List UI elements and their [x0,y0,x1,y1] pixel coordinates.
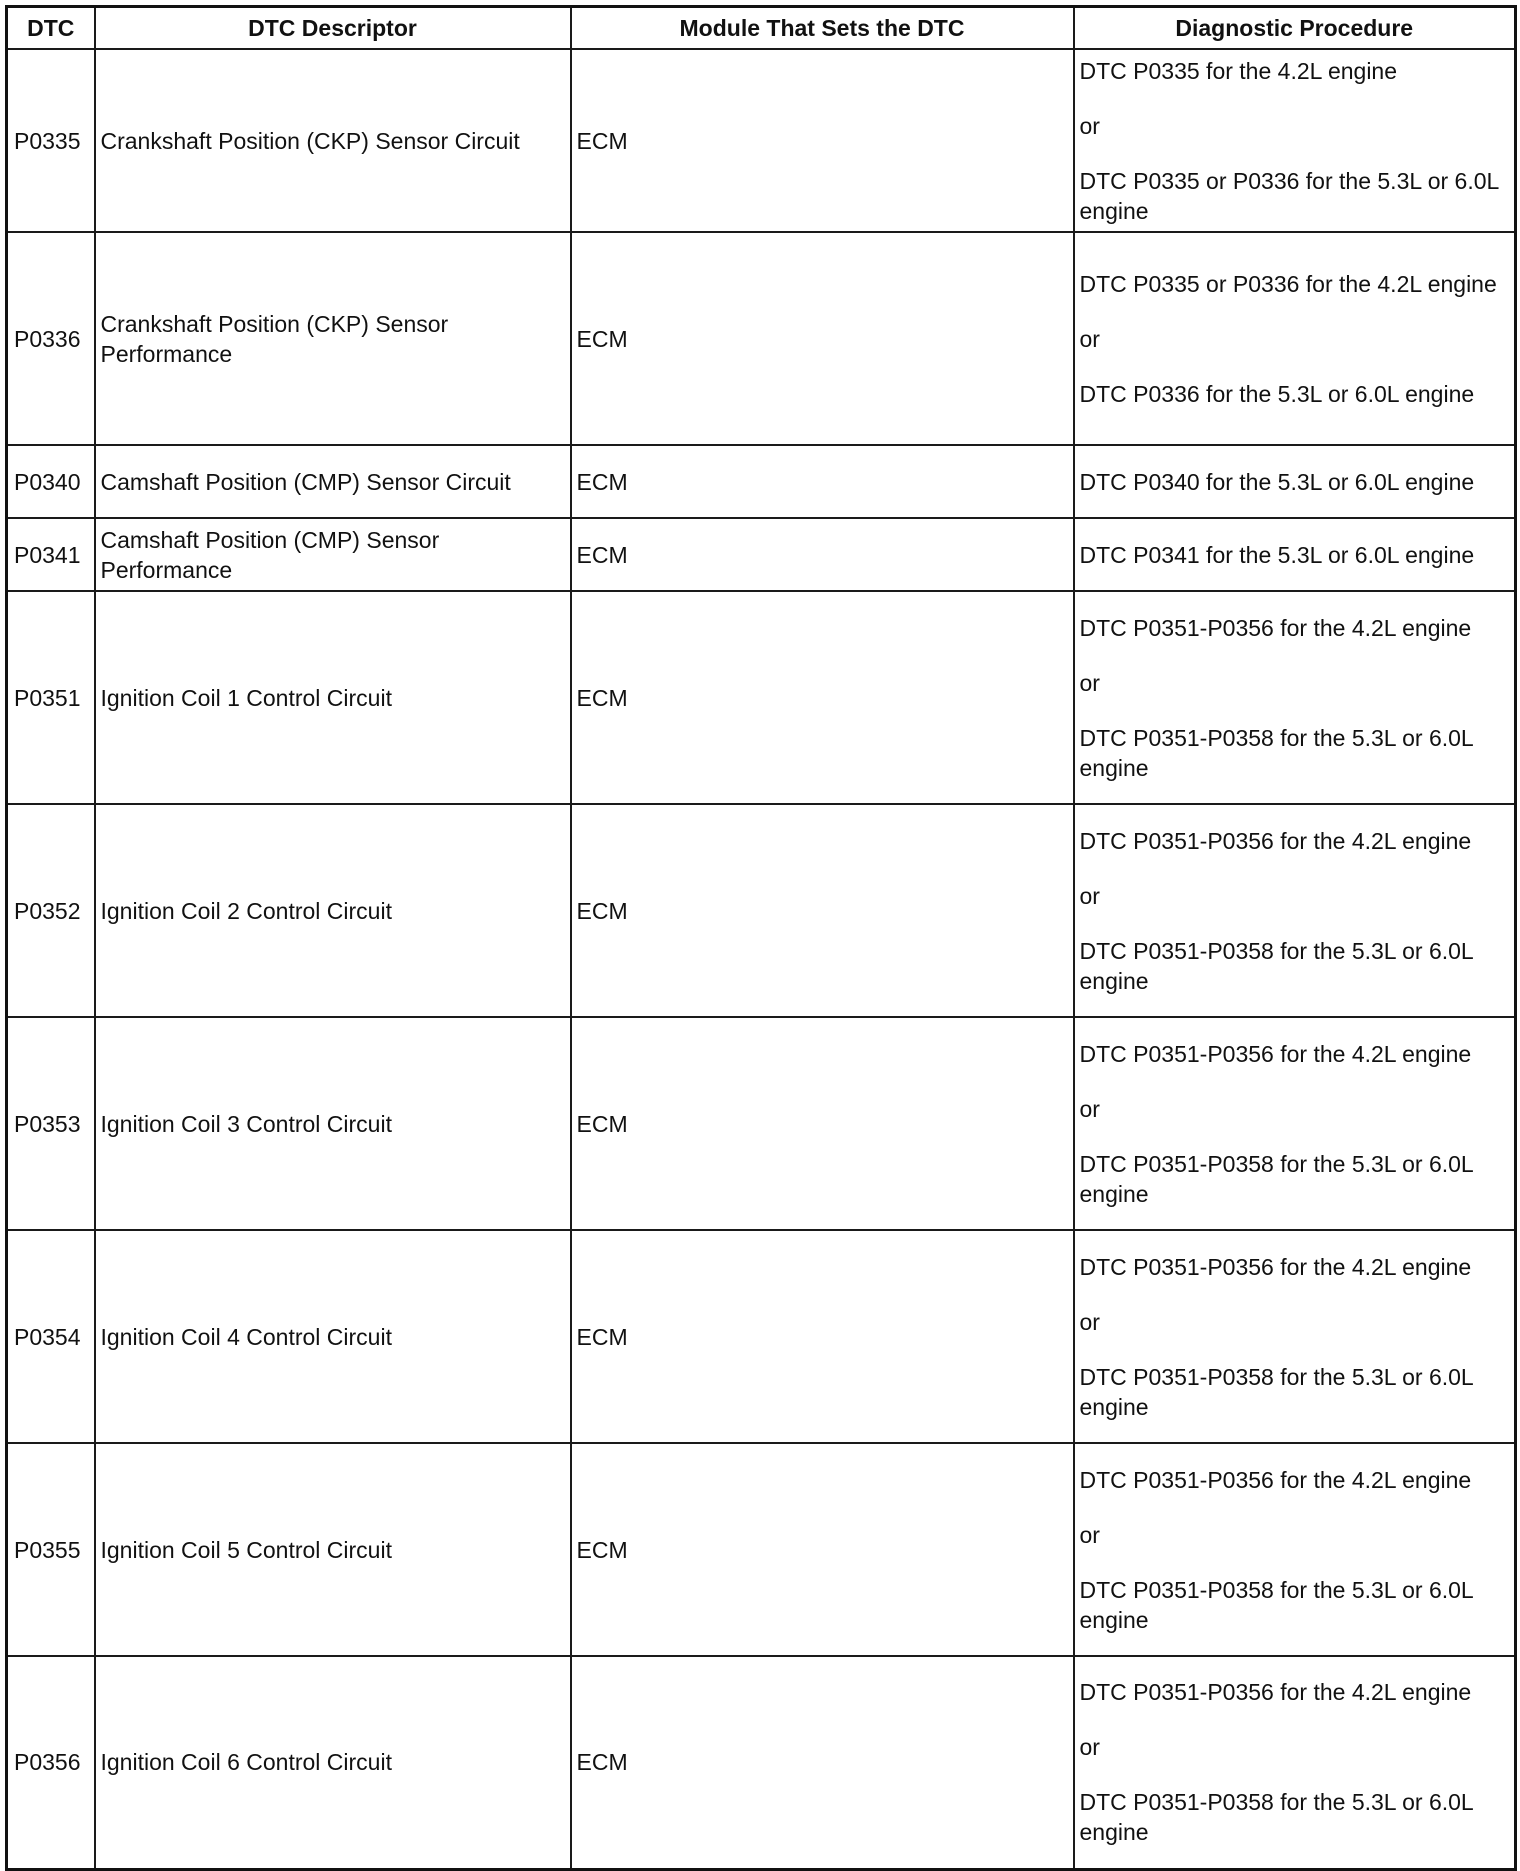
table-row [7,232,1516,445]
procedure-link-secondary[interactable]: DTC P0351-P0358 for the 5.3L or 6.0L engine [1079,1789,1473,1846]
table-header-row [7,7,1516,50]
diagnostic-procedure [1074,518,1516,591]
dtc-code: P0354 [7,1230,95,1443]
procedure-or-separator: or [1079,325,1100,352]
table-row [7,1656,1516,1869]
dtc-descriptor: Ignition Coil 4 Control Circuit [95,1230,571,1443]
procedure-link-primary[interactable]: DTC P0351-P0356 for the 4.2L engine [1079,1040,1472,1067]
diagnostic-procedure [1074,445,1516,518]
diagnostic-procedure [1074,1017,1516,1230]
column-header-descriptor: DTC Descriptor [95,7,571,50]
diagnostic-procedure [1074,1230,1516,1443]
dtc-descriptor: Crankshaft Position (CKP) Sensor Performance [95,232,571,445]
dtc-descriptor: Ignition Coil 1 Control Circuit [95,591,571,804]
setting-module: ECM [571,49,1074,232]
column-header-procedure: Diagnostic Procedure [1074,7,1516,50]
dtc-descriptor: Camshaft Position (CMP) Sensor Performance [95,518,571,591]
procedure-link-primary[interactable]: DTC P0340 for the 5.3L or 6.0L engine [1079,468,1475,495]
procedure-link-primary[interactable]: DTC P0351-P0356 for the 4.2L engine [1079,1466,1472,1493]
diagnostic-procedure [1074,232,1516,445]
dtc-descriptor: Camshaft Position (CMP) Sensor Circuit [95,445,571,518]
dtc-code: P0351 [7,591,95,804]
diagnostic-procedure [1074,804,1516,1017]
table-row [7,445,1516,518]
table-row [7,591,1516,804]
procedure-link-primary[interactable]: DTC P0335 for the 4.2L engine [1079,57,1398,84]
procedure-link-secondary[interactable]: DTC P0351-P0358 for the 5.3L or 6.0L engine [1079,724,1473,781]
dtc-descriptor: Ignition Coil 6 Control Circuit [95,1656,571,1869]
dtc-descriptor: Ignition Coil 2 Control Circuit [95,804,571,1017]
setting-module: ECM [571,518,1074,591]
procedure-link-secondary[interactable]: DTC P0351-P0358 for the 5.3L or 6.0L engine [1079,1150,1473,1207]
setting-module: ECM [571,1230,1074,1443]
procedure-link-secondary[interactable]: DTC P0335 or P0336 for the 5.3L or 6.0L engine [1079,167,1499,224]
diagnostic-procedure [1074,49,1516,232]
procedure-link-secondary[interactable]: DTC P0351-P0358 for the 5.3L or 6.0L engine [1079,1363,1473,1420]
table-row [7,49,1516,232]
setting-module: ECM [571,1656,1074,1869]
procedure-or-separator: or [1079,669,1100,696]
dtc-descriptor: Ignition Coil 5 Control Circuit [95,1443,571,1656]
dtc-code: P0355 [7,1443,95,1656]
procedure-link-primary[interactable]: DTC P0351-P0356 for the 4.2L engine [1079,614,1472,641]
procedure-link-secondary[interactable]: DTC P0351-P0358 for the 5.3L or 6.0L engine [1079,937,1473,994]
procedure-link-primary[interactable]: DTC P0351-P0356 for the 4.2L engine [1079,1679,1472,1706]
setting-module: ECM [571,232,1074,445]
procedure-or-separator: or [1079,882,1100,909]
column-header-dtc: DTC [7,7,95,50]
dtc-table [5,5,1517,1871]
diagnostic-procedure [1074,1443,1516,1656]
dtc-code: P0352 [7,804,95,1017]
dtc-code: P0353 [7,1017,95,1230]
dtc-code: P0336 [7,232,95,445]
table-row [7,804,1516,1017]
diagnostic-procedure [1074,591,1516,804]
procedure-or-separator: or [1079,1095,1100,1122]
procedure-link-secondary[interactable]: DTC P0351-P0358 for the 5.3L or 6.0L engine [1079,1576,1473,1633]
procedure-link-primary[interactable]: DTC P0351-P0356 for the 4.2L engine [1079,1253,1472,1280]
procedure-link-primary[interactable]: DTC P0341 for the 5.3L or 6.0L engine [1079,541,1475,568]
procedure-or-separator: or [1079,1521,1100,1548]
procedure-link-primary[interactable]: DTC P0335 or P0336 for the 4.2L engine [1079,270,1497,297]
setting-module: ECM [571,591,1074,804]
dtc-descriptor: Crankshaft Position (CKP) Sensor Circuit [95,49,571,232]
table-row [7,518,1516,591]
dtc-code: P0335 [7,49,95,232]
procedure-link-primary[interactable]: DTC P0351-P0356 for the 4.2L engine [1079,827,1472,854]
procedure-or-separator: or [1079,1734,1100,1761]
dtc-code: P0340 [7,445,95,518]
setting-module: ECM [571,445,1074,518]
procedure-or-separator: or [1079,112,1100,139]
setting-module: ECM [571,804,1074,1017]
procedure-or-separator: or [1079,1308,1100,1335]
setting-module: ECM [571,1017,1074,1230]
setting-module: ECM [571,1443,1074,1656]
column-header-module: Module That Sets the DTC [571,7,1074,50]
dtc-code: P0356 [7,1656,95,1869]
dtc-descriptor: Ignition Coil 3 Control Circuit [95,1017,571,1230]
table-row [7,1443,1516,1656]
procedure-link-secondary[interactable]: DTC P0336 for the 5.3L or 6.0L engine [1079,380,1475,407]
diagnostic-procedure [1074,1656,1516,1869]
dtc-code: P0341 [7,518,95,591]
table-row [7,1230,1516,1443]
table-row [7,1017,1516,1230]
